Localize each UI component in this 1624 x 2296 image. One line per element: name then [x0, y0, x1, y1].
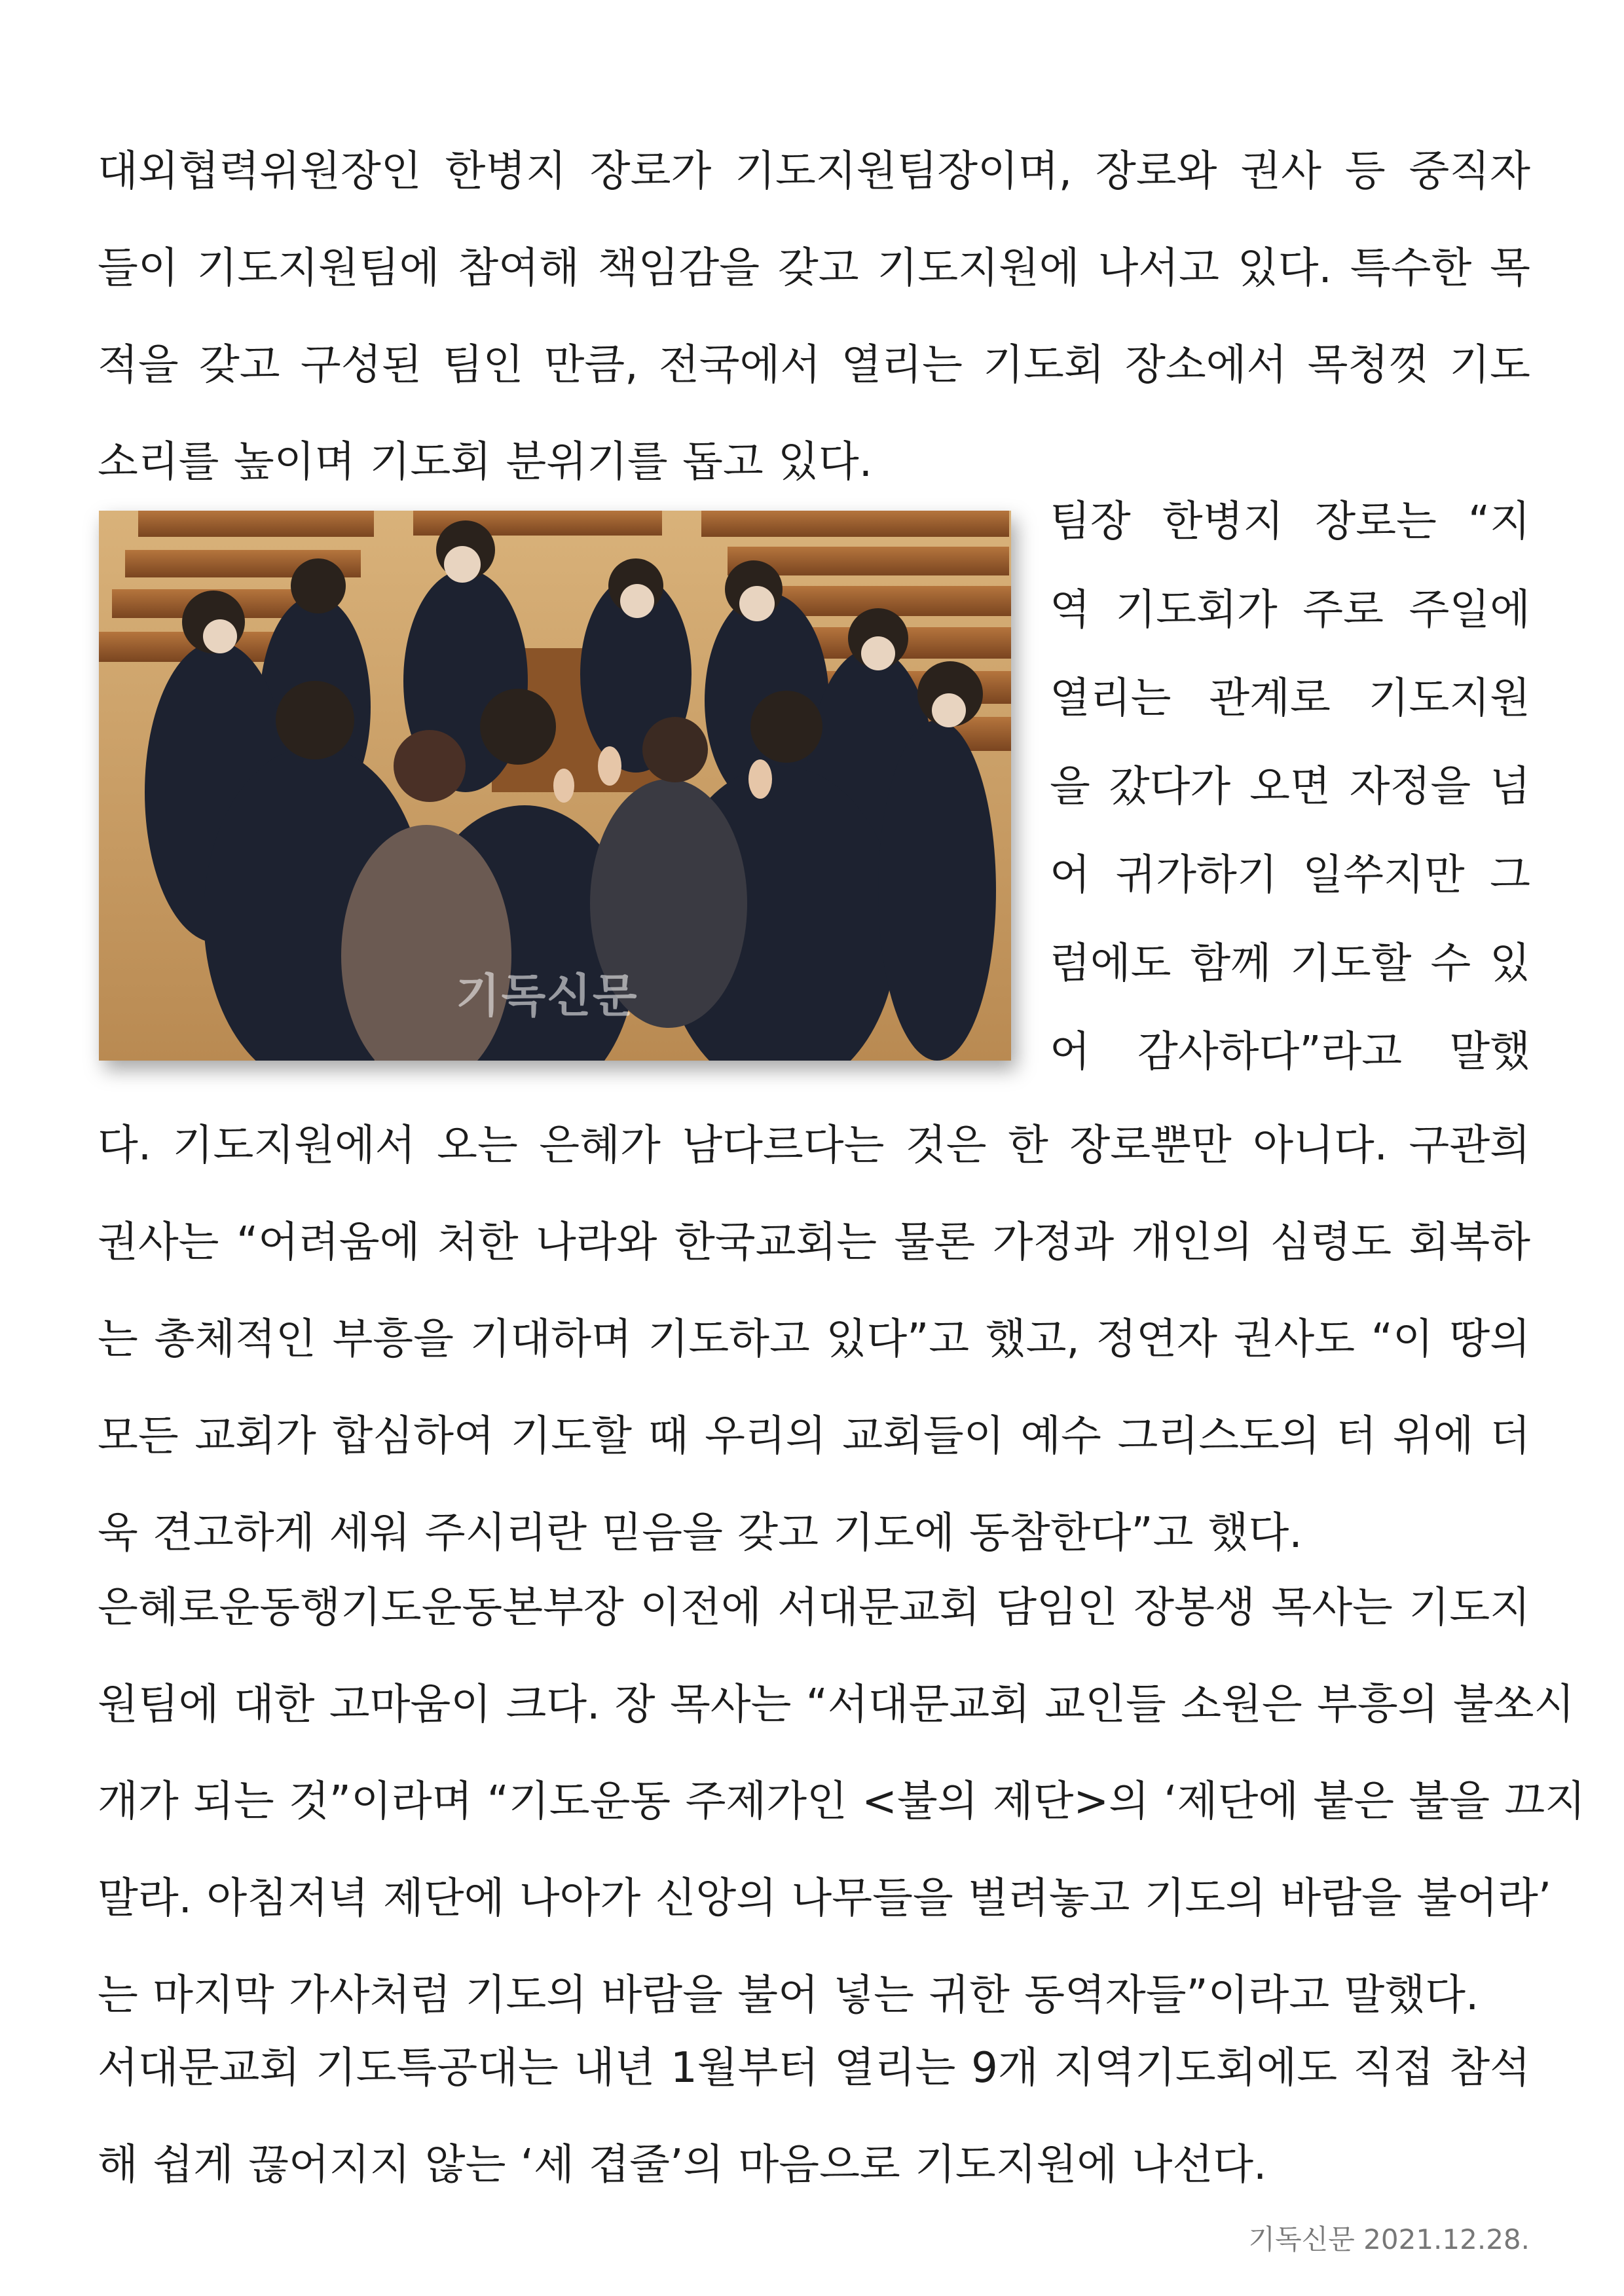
text-line: 는 마지막 가사처럼 기도의 바람을 불어 넣는 귀한 동역자들”이라고 말했다. — [98, 1971, 1479, 2020]
text-line: 원팀에 대한 고마움이 크다. 장 목사는 “서대문교회 교인들 소원은 부흥의 불쏘시 — [98, 1681, 1575, 1729]
text-line: 팀장 한병지 장로는 “지 — [1050, 498, 1530, 546]
church-prayer-photo — [99, 511, 1011, 1061]
text-line: 욱 견고하게 세워 주시리란 믿음을 갖고 기도에 동참한다”고 했다. — [98, 1509, 1302, 1558]
text-line: 해 쉽게 끊어지지 않는 ‘세 겹줄’의 마음으로 기도지원에 나선다. — [98, 2141, 1267, 2189]
text-line: 모든 교회가 합심하여 기도할 때 우리의 교회들이 예수 그리스도의 터 위에 더 — [98, 1412, 1530, 1461]
text-line: 다. 기도지원에서 오는 은혜가 남다르다는 것은 한 장로뿐만 아니다. 구관희 — [98, 1121, 1530, 1170]
text-line: 역 기도회가 주로 주일에 — [1050, 586, 1530, 634]
text-line: 럼에도 함께 기도할 수 있 — [1050, 939, 1530, 988]
text-line: 개가 되는 것”이라며 “기도운동 주제가인 <불의 제단>의 ‘제단에 붙은 불을 끄지 — [98, 1777, 1586, 1826]
side-text-block — [1050, 478, 1530, 1097]
text-line: 는 총체적인 부흥을 기대하며 기도하고 있다”고 했고, 정연자 권사도 “이 땅의 — [98, 1315, 1530, 1364]
source-date-footer: 기독신문 2021.12.28. — [1248, 2223, 1530, 2255]
paragraph-1 — [98, 123, 1530, 511]
text-line: 을 갔다가 오면 자정을 넘 — [1050, 763, 1530, 811]
text-line: 말라. 아침저녁 제단에 나아가 신앙의 나무들을 벌려놓고 기도의 바람을 불어라’ — [98, 1874, 1552, 1923]
text-line: 대외협력위원장인 한병지 장로가 기도지원팀장이며, 장로와 권사 등 중직자 — [98, 147, 1530, 196]
paragraph-2 — [98, 1097, 1530, 1582]
paragraph-4 — [98, 2020, 1530, 2214]
text-line: 권사는 “어려움에 처한 나라와 한국교회는 물론 가정과 개인의 심령도 회복하 — [98, 1218, 1530, 1267]
text-line: 은혜로운동행기도운동본부장 이전에 서대문교회 담임인 장봉생 목사는 기도지 — [98, 1584, 1530, 1632]
text-line: 적을 갖고 구성된 팀인 만큼, 전국에서 열리는 기도회 장소에서 목청껏 기도 — [98, 341, 1530, 390]
text-line: 서대문교회 기도특공대는 내년 1월부터 열리는 9개 지역기도회에도 직접 참석 — [98, 2044, 1530, 2092]
paragraph-3 — [98, 1559, 1586, 2044]
photo-watermark: 기독신문 — [456, 969, 638, 1023]
text-line: 어 귀가하기 일쑤지만 그 — [1050, 851, 1530, 900]
text-line: 어 감사하다”라고 말했 — [1050, 1028, 1530, 1076]
text-line: 들이 기도지원팀에 참여해 책임감을 갖고 기도지원에 나서고 있다. 특수한 목 — [98, 244, 1530, 293]
text-line: 열리는 관계로 기도지원 — [1050, 674, 1530, 723]
text-line: 소리를 높이며 기도회 분위기를 돕고 있다. — [98, 438, 873, 486]
